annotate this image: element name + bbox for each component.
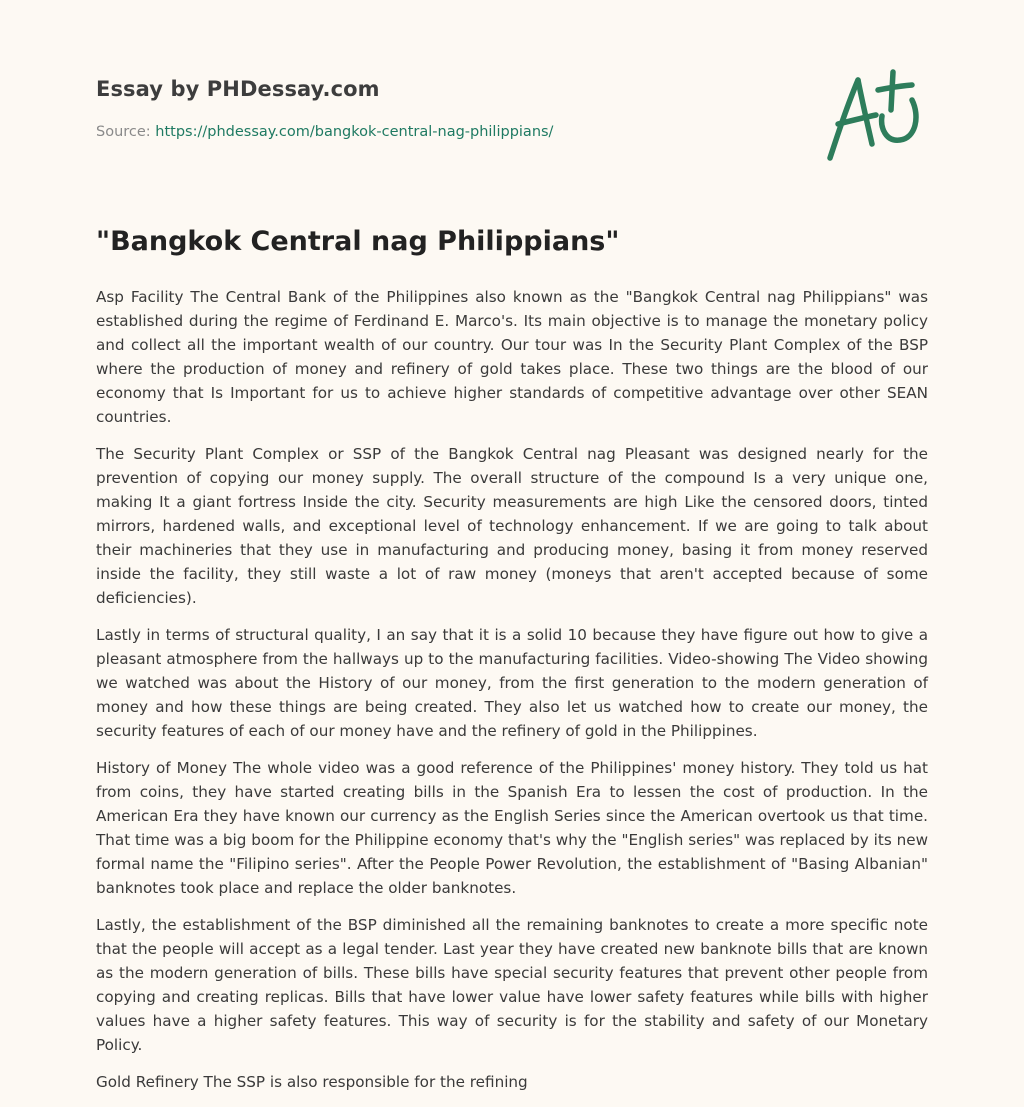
essay-paragraph: Asp Facility The Central Bank of the Philippines also known as the "Bangkok Central nag Philippians" was established during the regime of Ferdinand E. Marco's. Its main objective is to manage the monetary policy and collect all the important wealth of our country. Our tour was In the Security Plant Complex of the BSP where the production of money and refinery of gold takes place. These two things are the blood of our economy that Is Important for us to achieve higher standards of competitive advantage over other SEAN countries.	[96, 288, 928, 426]
source-line	[96, 124, 553, 140]
source-label: Source:	[96, 124, 151, 140]
source-link[interactable]: https://phdessay.com/bangkok-central-nag-philippians/	[155, 124, 554, 140]
essay-body	[96, 285, 928, 1107]
essay-paragraph: Gold Refinery The SSP is also responsible for the refining	[96, 1073, 528, 1091]
site-title: Essay by PHDessay.com	[96, 77, 380, 101]
essay-paragraph: Lastly in terms of structural quality, I an say that it is a solid 10 because they have figure out how to give a pleasant atmosphere from the hallways up to the manufacturing facilities. Video-showing The Video showing we watched was about the History of our money, from the first generation to the modern generation of money and how these things are being created. They also let us watched how to create our money, the security features of each of our money have and the refinery of gold in the Philippines.	[96, 626, 928, 740]
essay-title: "Bangkok Central nag Philippians"	[96, 226, 620, 257]
essay-paragraph: History of Money The whole video was a good reference of the Philippines' money history. They told us hat from coins, they have started creating bills in the Spanish Era to lessen the cost of production. In the American Era they have known our currency as the English Series since the American overtook us that time. That time was a big boom for the Philippine economy that's why the "English series" was replaced by its new formal name the "Filipino series". After the People Power Revolution, the establishment of "Basing Albanian" banknotes took place and replace the older banknotes.	[96, 759, 928, 897]
essay-paragraph: The Security Plant Complex or SSP of the Bangkok Central nag Pleasant was designed nearly for the prevention of copying our money supply. The overall structure of the compound Is a very unique one, making It a giant fortress Inside the city. Security measurements are high Like the censored doors, tinted mirrors, hardened walls, and exceptional level of technology enhancement. If we are going to talk about their machineries that they use in manufacturing and producing money, basing it from money reserved inside the facility, they still waste a lot of raw money (moneys that aren't accepted because of some deficiencies).	[96, 445, 928, 607]
a-plus-grade-icon	[820, 66, 928, 166]
essay-paragraph: Lastly, the establishment of the BSP diminished all the remaining banknotes to create a more specific note that the people will accept as a legal tender. Last year they have created new banknote bills that are known as the modern generation of bills. These bills have special security features that prevent other people from copying and creating replicas. Bills that have lower value have lower safety features while bills with higher values have a higher safety features. This way of security is for the stability and safety of our Monetary Policy.	[96, 916, 928, 1054]
